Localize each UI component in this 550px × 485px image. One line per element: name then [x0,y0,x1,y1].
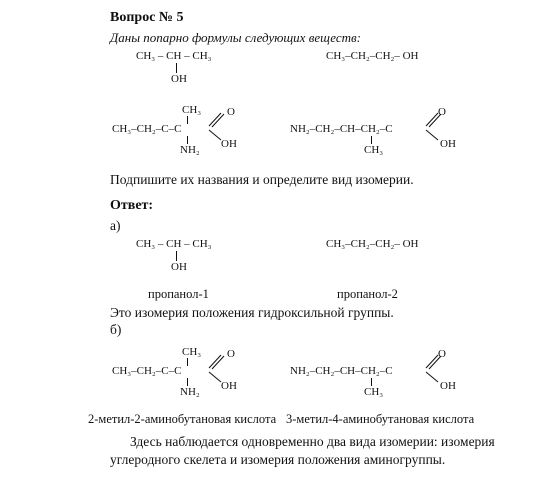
formula-propanol1: CH₃–CH₂–CH₂– OH [326,238,419,250]
question-instruction: Подпишите их названия и определите вид изомерии. [110,172,414,187]
answer-part-b-marker: б) [110,322,122,337]
formula-aminoacid-left-nh2: NH₂ [180,386,200,398]
bond-vertical [176,63,177,73]
formula-aminoacid-left-o: O [227,348,235,360]
bond-vertical [371,136,372,144]
formula-aminoacid-left-chain: CH₃–CH₂–C–C [112,123,182,135]
formula-aminoacid-right-ch3: CH₃ [364,144,384,156]
formula-aminoacid-right-oh: OH [440,138,456,150]
answer-part-b-conclusion-2: углеродного скелета и изомерия положения аминогруппы. [110,452,446,467]
bond-vertical [176,251,177,261]
bond-vertical [187,378,188,386]
question-title: Вопрос № 5 [110,10,184,25]
formula-aminoacid-right-oh: OH [440,380,456,392]
formula-isopropanol: CH₃ – CH – CH₃ [136,238,212,250]
formula-isopropanol-oh: OH [171,261,187,273]
name-left-b: 2-метил-2-аминобутановая кислота [88,412,277,426]
name-right-a: пропанол-2 [337,287,398,301]
name-left-a: пропанол-1 [148,287,209,301]
formula-aminoacid-left-ch3: CH₃ [182,104,202,116]
formula-propanol1: CH₃–CH₂–CH₂– OH [326,50,419,62]
answer-part-a-conclusion: Это изомерия положения гидроксильной группы. [110,305,394,320]
question-prompt: Даны попарно формулы следующих веществ: [110,30,361,45]
bond-vertical [371,378,372,386]
formula-aminoacid-left-ch3: CH₃ [182,346,202,358]
formula-aminoacid-left-oh: OH [221,380,237,392]
bond-vertical [187,116,188,124]
formula-isopropanol: CH₃ – CH – CH₃ [136,50,212,62]
name-right-b: 3-метил-4-аминобутановая кислота [286,412,475,426]
formula-aminoacid-right-o: O [438,106,446,118]
formula-aminoacid-right-chain: NH₂–CH₂–CH–CH₂–C [290,365,393,377]
formula-aminoacid-left-o: O [227,106,235,118]
formula-aminoacid-right-chain: NH₂–CH₂–CH–CH₂–C [290,123,393,135]
formula-aminoacid-left-chain: CH₃–CH₂–C–C [112,365,182,377]
answer-part-b-conclusion-1: Здесь наблюдается одновременно два вида изомерии: изомерия [130,434,495,449]
bond-vertical [187,136,188,144]
formula-isopropanol-oh: OH [171,73,187,85]
answer-heading: Ответ: [110,198,154,213]
formula-aminoacid-right-ch3: CH₃ [364,386,384,398]
bond-vertical [187,358,188,366]
formula-aminoacid-left-nh2: NH₂ [180,144,200,156]
answer-part-a-marker: а) [110,218,121,233]
formula-aminoacid-left-oh: OH [221,138,237,150]
formula-aminoacid-right-o: O [438,348,446,360]
